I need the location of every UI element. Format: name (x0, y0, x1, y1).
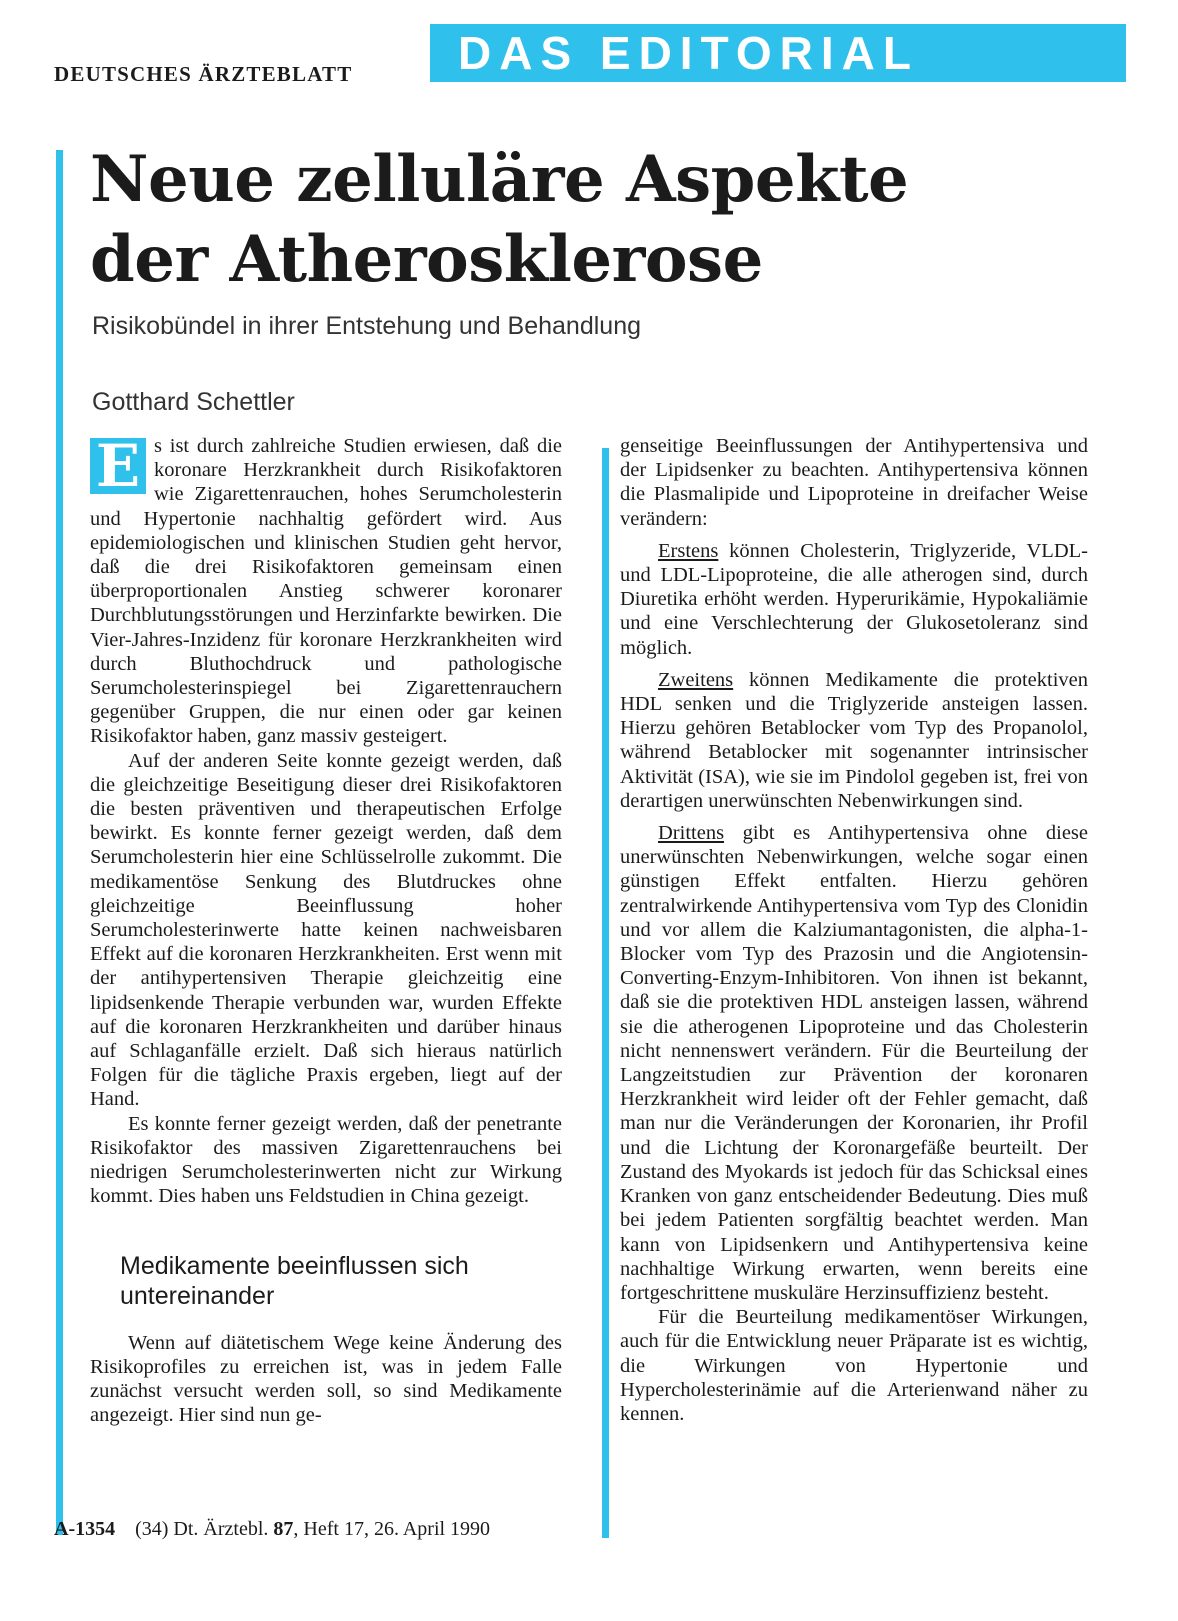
article-subtitle: Risikobündel in ihrer Entstehung und Behandlung (92, 312, 641, 340)
citation-suffix: , Heft 17, 26. April 1990 (293, 1518, 491, 1540)
section-label: DAS EDITORIAL (458, 27, 919, 79)
lead-word-drittens: Drittens (658, 822, 725, 845)
citation-prefix: (34) Dt. Ärztebl. (135, 1518, 269, 1540)
paragraph-1 (90, 434, 562, 749)
accent-bar-left (56, 150, 63, 1535)
title-line-2: der Atherosklerose (90, 222, 763, 297)
paragraph-8: Drittens gibt es Antihypertensiva ohne diese unerwünschten Nebenwirkungen, welche sogar einen günstigen Effekt entfalten. Hierzu gehören zentralwirkende Antihypertensiva vom Typ des Clonidin und vor allem die Kalziumantagonisten, die alpha-1-Blocker vom Typ des Prazosin und die Angiotensin-Converting-Enzym-Inhibitoren. Von ihnen ist bekannt, daß sie die protektiven HDL ansteigen lassen, während sie die atherogenen Lipoproteine und das Cholesterin nicht nennenswert verändern. Für die Beurteilung der Langzeitstudien zur Prävention der koronaren Herzkrankheit wird leider oft der Fehler gemacht, daß man nur die Veränderungen der Koronarien, ihr Profil und die Lichtung der Koronargefäße beurteilt. Der Zustand des Myokards ist jedoch für das Schicksal eines Kranken von ganz entscheidender Bedeutung. Dies muß bei jedem Patienten sorgfältig beachtet werden. Man kann von Lipidsenkern und Antihypertensiva keine nachhaltige Wirkung erwarten, wenn bereits eine fortgeschrittene muskuläre Herzinsuffizienz besteht. (620, 822, 1088, 1304)
paragraph-2: Auf der anderen Seite konnte gezeigt werden, daß die gleichzeitige Beseitigung dieser drei Risikofaktoren die besten präventiven und therapeutischen Erfolge bewirkt. Es konnte ferner gezeigt werden, daß dem Serumcholesterin hier eine Schlüsselrolle zukommt. Die medikamentöse Senkung des Blutdruckes ohne gleichzeitige Beeinflussung hoher Serumcholesterinwerte hatte keinen nachweisbaren Effekt auf die koronaren Herzkrankheiten. Erst wenn mit der antihypertensiven Therapie gleichzeitig eine lipidsenkende Therapie verbunden war, wurden Effekte auf die koronaren Herzkrankheiten und darüber hinaus auf Schlaganfälle erzielt. Daß sich hieraus natürlich Folgen für die tägliche Praxis ergeben, liegt auf der Hand. (90, 749, 562, 1111)
drop-cap: E (90, 438, 146, 494)
paragraph-1-text: s ist durch zahlreiche Studien erwiesen, daß die koronare Herzkrankheit durch Risikofaktoren wie Zigarettenrauchen, hohes Serumcholesterin und Hypertonie nachhaltig gefördert wird. Aus epidemiologischen und klinischen Studien geht hervor, daß die drei Risikofaktoren gemeinsam einen überproportionalen Anstieg schwerer koronarer Durchblutungsstörungen und Herzinfarkte bewirken. Die Vier-Jahres-Inzidenz für koronare Herzkrankheiten wird durch Bluthochdruck und pathologische Serumcholesterinspiegel bei Zigarettenrauchern gegenüber Gruppen, die nur einen oder gar keinen Risikofaktor haben, ganz massiv gesteigert. (90, 435, 562, 748)
section-banner (430, 24, 1126, 82)
page-number: A-1354 (54, 1518, 116, 1540)
paragraph-4: Wenn auf diätetischem Wege keine Änderung des Risikoprofiles zu erreichen ist, was in jedem Falle zunächst versucht werden soll, so sind Medikamente angezeigt. Hier sind nun ge- (90, 1331, 562, 1427)
journal-name: DEUTSCHES ÄRZTEBLATT (54, 62, 353, 86)
body-column-1 (90, 434, 562, 1427)
article-title (90, 140, 908, 300)
paragraph-9: Für die Beurteilung medikamentöser Wirkungen, auch für die Entwicklung neuer Präparate ist es wichtig, die Wirkungen von Hypertonie und Hypercholesterinämie auf die Arterienwand näher zu kennen. (620, 1306, 1088, 1425)
paragraph-5: genseitige Beeinflussungen der Antihypertensiva und der Lipidsenker zu beachten. Antihypertensiva können die Plasmalipide und Lipoproteine in dreifacher Weise verändern: (620, 435, 1088, 530)
paragraph-7: Zweitens können Medikamente die protektiven HDL senken und die Triglyzeride ansteigen lassen. Hierzu gehören Betablocker vom Typ des Propanolol, während Betablocker mit sogenannter intrinsischer Aktivität (ISA), wie sie im Pindolol gegeben ist, frei von derartigen unerwünschten Nebenwirkungen sind. (620, 668, 1088, 812)
lead-word-erstens: Erstens (658, 539, 719, 562)
lead-word-zweitens: Zweitens (658, 668, 734, 691)
accent-bar-column (602, 448, 609, 1538)
title-line-1: Neue zelluläre Aspekte (90, 142, 909, 217)
citation-volume: 87 (273, 1518, 294, 1540)
paragraph-3: Es konnte ferner gezeigt werden, daß der penetrante Risikofaktor des massiven Zigarettenrauchens bei niedrigen Serumcholesterinwerten nicht zur Wirkung kommt. Dies haben uns Feldstudien in China gezeigt. (90, 1112, 562, 1208)
article-author: Gotthard Schettler (92, 388, 295, 416)
page-footer (54, 1518, 490, 1541)
section-heading: Medikamente beeinflussen sich untereinander (120, 1251, 469, 1310)
body-column-2 (620, 434, 1088, 1426)
paragraph-6: Erstens können Cholesterin, Triglyzeride, VLDL- und LDL-Lipoproteine, die alle atherogen sind, durch Diuretika erhöht werden. Hyperurikämie, Hypokaliämie und eine Verschlechterung der Glukosetoleranz sind möglich. (620, 539, 1088, 659)
